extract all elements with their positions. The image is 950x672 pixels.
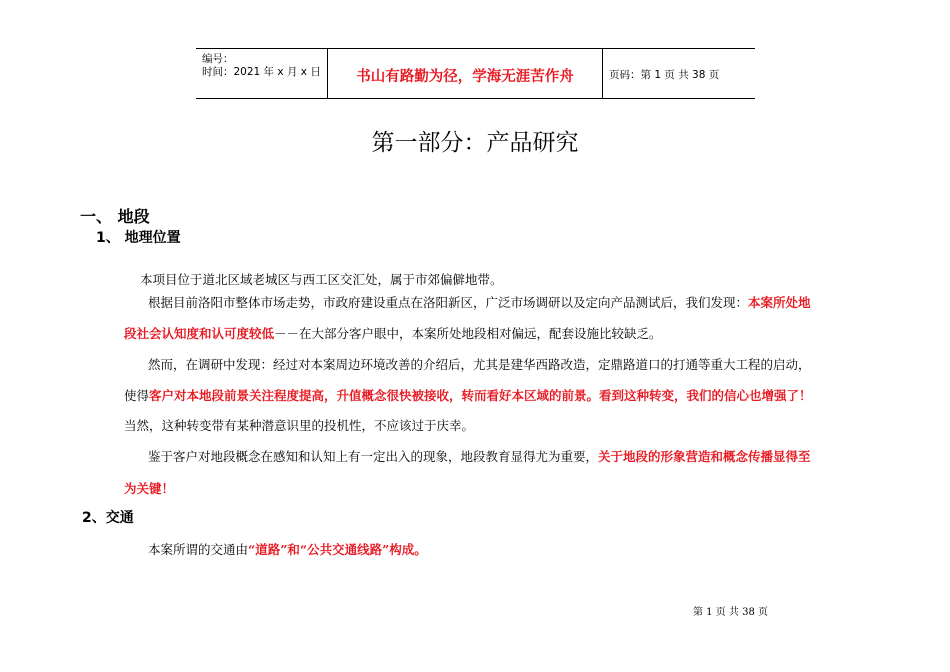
- paragraph-text: 然而，在调研中发现：经过对本案周边环境改善的介绍后，尤其是建华西路改造，定鼎路道口的打通等重大工程的启动，: [148, 357, 811, 372]
- page-title: 第一部分：产品研究: [371, 130, 579, 156]
- header-motto: 书山有路勤为径，学海无涯苦作舟: [356, 68, 574, 85]
- paragraph: [148, 293, 811, 311]
- header-page-info: 页码：第 1 页 共 38 页: [609, 69, 720, 81]
- paragraph-text: 根据目前洛阳市整体市场走势，市政府建设重点在洛阳新区，广泛市场调研以及定向产品测试后，我们发现：: [148, 295, 749, 310]
- header-divider: [602, 49, 603, 98]
- paragraph: [148, 355, 811, 373]
- paragraph: [124, 479, 174, 497]
- paragraph-text: 鉴于客户对地段概念在感知和认知上有一定出入的现象，地段教育显得尤为重要，: [148, 449, 599, 464]
- document-date: 时间：2021 年 x 月 x 日: [202, 66, 321, 78]
- paragraph-text: 本案所谓的交通由: [148, 542, 249, 557]
- highlighted-text: 为关键！: [124, 481, 175, 496]
- paragraph-text: 本项目位于道北区域老城区与西工区交汇处，属于市郊偏僻地带。: [140, 272, 503, 287]
- paragraph: [140, 270, 503, 288]
- paragraph: [124, 416, 474, 434]
- subsection-heading: 1、 地理位置: [96, 230, 181, 246]
- highlighted-text: 本案所处地: [748, 295, 811, 310]
- page-header: [196, 48, 755, 99]
- paragraph-text: 当然，这种转变带有某种潜意识里的投机性，不应该过于庆幸。: [124, 418, 475, 433]
- paragraph-text: 使得: [124, 388, 150, 403]
- highlighted-text: 关于地段的形象营造和概念传播显得至: [598, 449, 811, 464]
- paragraph: [124, 324, 662, 342]
- highlighted-text: “道路”和“公共交通线路”构成。: [248, 542, 427, 557]
- paragraph: [148, 447, 811, 465]
- paragraph: [124, 386, 812, 404]
- paragraph: [148, 540, 427, 558]
- highlighted-text: 段社会认知度和认可度较低: [124, 326, 275, 341]
- document-number-label: 编号：: [202, 53, 234, 65]
- paragraph-text: －－在大部分客户眼中，本案所处地段相对偏远，配套设施比较缺乏。: [274, 326, 662, 341]
- subsection-heading: 2、交通: [82, 510, 134, 526]
- page-footer: 第 1 页 共 38 页: [693, 607, 768, 618]
- section-heading: 一、 地段: [80, 207, 150, 226]
- highlighted-text: 客户对本地段前景关注程度提高，升值概念很快被接收，转而看好本区域的前景。看到这种转变，我们的信心也增强了！: [149, 388, 812, 403]
- header-meta: [202, 53, 321, 79]
